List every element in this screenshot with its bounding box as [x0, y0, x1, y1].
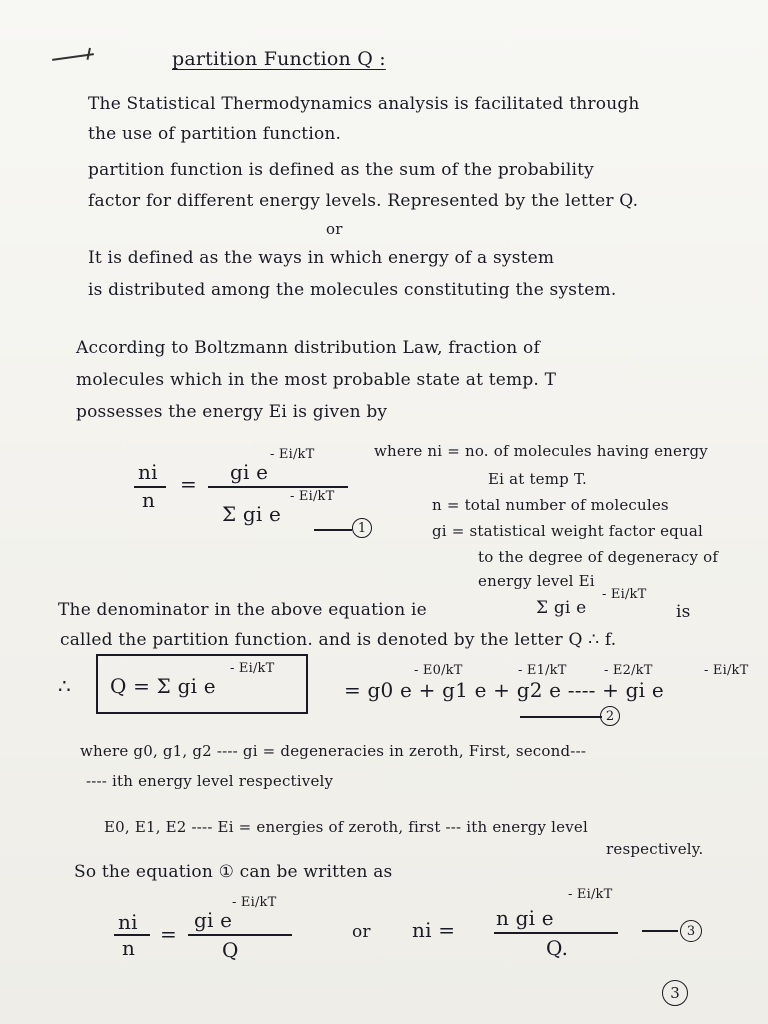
where2-line-1: where g0, g1, g2 ---- gi = degeneracies in zeroth, First, second--- — [80, 742, 587, 760]
where2-line-2: ---- ith energy level respectively — [86, 772, 334, 790]
where2-line-4: respectively. — [606, 840, 704, 858]
eq3-fraction-bar — [188, 934, 292, 936]
eq1-lhs-numerator: ni — [138, 460, 158, 484]
eq3-tag: 3 — [680, 920, 702, 942]
where1-line-1: where ni = no. of molecules having energy — [374, 442, 708, 460]
eq3-lhs-denominator: n — [122, 936, 136, 960]
eq3-rhs-exponent: - Ei/kT — [568, 887, 613, 902]
where1-line-3: n = total number of molecules — [432, 496, 669, 514]
eq3-numerator: gi e — [194, 908, 233, 932]
denominator-line-2: called the partition function. and is denoted by the letter Q ∴ f. — [60, 630, 617, 650]
eq1-denominator-exponent: - Ei/kT — [290, 489, 335, 504]
eq3-or: or — [352, 922, 371, 942]
eq2-tag-rule — [520, 716, 602, 718]
boltzmann-line-2: molecules which in the most probable state at temp. T — [76, 370, 557, 390]
eq3-rhs-fraction-bar — [494, 932, 618, 934]
where2-line-3: E0, E1, E2 ---- Ei = energies of zeroth, first --- ith energy level — [104, 818, 588, 836]
eq1-fraction-bar — [208, 486, 348, 488]
where1-line-2: Ei at temp T. — [488, 470, 587, 488]
margin-tick-mark — [52, 53, 94, 61]
eq3-numerator-exponent: - Ei/kT — [232, 895, 277, 910]
intro-line-4: factor for different energy levels. Represented by the letter Q. — [88, 191, 639, 211]
eq1-lhs-denominator: n — [142, 488, 156, 512]
denominator-sum: Σ gi e — [536, 598, 587, 618]
where1-line-6: energy level Ei — [478, 572, 595, 590]
eq1-equals: = — [180, 472, 197, 496]
denominator-is: is — [676, 602, 691, 622]
eq3-equals: = — [160, 922, 177, 946]
eq1-numerator: gi e — [230, 460, 269, 484]
intro-or: or — [326, 220, 343, 238]
denominator-line-1: The denominator in the above equation ie — [58, 600, 427, 620]
denominator-sum-exponent: - Ei/kT — [602, 587, 647, 602]
eq3-rhs-numerator: n gi e — [496, 906, 554, 930]
eq2-exponent-1: - E1/kT — [518, 663, 567, 678]
eq3-rhs-denominator: Q. — [546, 936, 569, 960]
page-number: 3 — [662, 980, 688, 1006]
eq1-tag-rule — [314, 529, 352, 531]
boltzmann-line-3: possesses the energy Ei is given by — [76, 402, 388, 422]
eq2-expansion: = g0 e + g1 e + g2 e ---- + gi e — [344, 678, 664, 702]
intro-line-3: partition function is defined as the sum of the probability — [88, 160, 594, 180]
eq2-exponent-2: - E2/kT — [604, 663, 653, 678]
eq3-lhs-numerator: ni — [118, 910, 138, 934]
eq3-tag-rule — [642, 930, 678, 932]
intro-line-6: is distributed among the molecules constituting the system. — [88, 280, 617, 300]
eq2-tag: 2 — [600, 706, 620, 726]
eq2-exponent-i: - Ei/kT — [704, 663, 749, 678]
eq2-exponent-0: - E0/kT — [414, 663, 463, 678]
intro-line-2: the use of partition function. — [88, 124, 342, 144]
eq1-denominator: Σ gi e — [222, 502, 282, 526]
where1-line-4: gi = statistical weight factor equal — [432, 522, 703, 540]
therefore-symbol: ∴ — [58, 674, 71, 698]
conclusion-line: So the equation ① can be written as — [74, 862, 393, 882]
eq2-boxed-expression: Q = Σ gi e — [110, 674, 216, 698]
intro-line-1: The Statistical Thermodynamics analysis is facilitated through — [88, 94, 640, 114]
eq3-denominator: Q — [222, 938, 239, 962]
intro-line-5: It is defined as the ways in which energy of a system — [88, 248, 555, 268]
page-title: partition Function Q : — [172, 48, 386, 70]
eq1-numerator-exponent: - Ei/kT — [270, 447, 315, 462]
where1-line-5: to the degree of degeneracy of — [478, 548, 719, 566]
eq1-tag: 1 — [352, 518, 372, 538]
eq3-ni-equals: ni = — [412, 918, 456, 942]
eq2-boxed-exponent: - Ei/kT — [230, 661, 275, 676]
boltzmann-line-1: According to Boltzmann distribution Law, fraction of — [76, 338, 540, 358]
